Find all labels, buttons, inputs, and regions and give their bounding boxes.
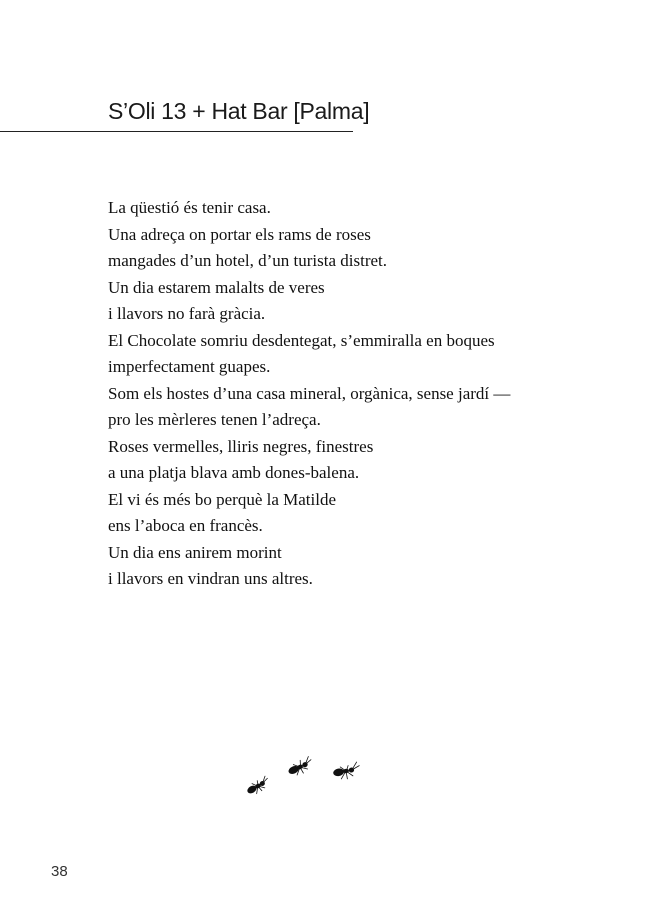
poem-line: ens l’aboca en francès. <box>108 516 263 535</box>
poem-line: Un dia ens anirem morint <box>108 542 282 562</box>
ant-icon <box>246 776 272 797</box>
poem-line: El vi és més bo perquè la Matilde <box>108 489 337 509</box>
poem-line: pro les mèrleres tenen l’adreça. <box>108 410 321 429</box>
ant-icon <box>287 756 315 778</box>
poem-line: La qüestió és tenir casa. <box>108 198 271 217</box>
ant-icon <box>332 762 361 781</box>
poem-line: i llavors no farà gràcia. <box>108 304 266 323</box>
title-underline <box>0 131 353 132</box>
poem-line: a una platja blava amb dones-balena. <box>108 463 360 482</box>
poem-line: imperfectament guapes. <box>108 357 271 376</box>
poem-line: Una adreça on portar els rams de roses <box>108 224 371 244</box>
poem-line: Roses vermelles, lliris negres, finestres <box>108 436 374 456</box>
poem-line: Som els hostes d’una casa mineral, orgànica, sense jardí — <box>108 383 511 403</box>
poem-body <box>108 195 510 593</box>
poem-line: i llavors en vindran uns altres. <box>108 569 313 588</box>
poem-line: mangades d’un hotel, d’un turista distret. <box>108 251 388 270</box>
poem-line: El Chocolate somriu desdentegat, s’emmiralla en boques <box>108 330 495 350</box>
poem-line: Un dia estarem malalts de veres <box>108 277 325 297</box>
ants-icon <box>240 752 370 802</box>
page-number: 38 <box>51 863 68 880</box>
page-title: S’Oli 13 + Hat Bar [Palma] <box>108 98 370 124</box>
